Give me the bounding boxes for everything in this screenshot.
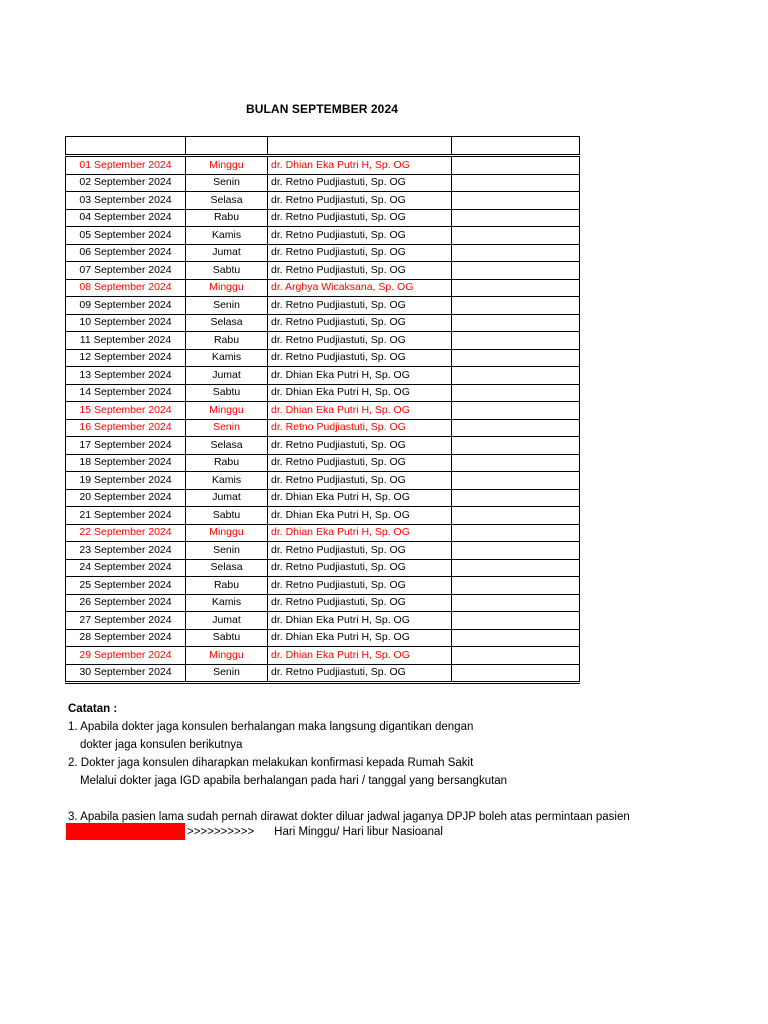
table-row (66, 244, 580, 262)
extra-cell (452, 262, 580, 280)
day-cell: Jumat (186, 612, 268, 630)
doctor-cell: dr. Dhian Eka Putri H, Sp. OG (268, 629, 452, 647)
doctor-cell: dr. Retno Pudjiastuti, Sp. OG (268, 174, 452, 192)
doctor-cell: dr. Dhian Eka Putri H, Sp. OG (268, 524, 452, 542)
day-cell: Minggu (186, 279, 268, 297)
date-cell: 16 September 2024 (66, 419, 186, 437)
table-row (66, 437, 580, 455)
extra-cell (452, 524, 580, 542)
extra-cell (452, 454, 580, 472)
doctor-cell: dr. Dhian Eka Putri H, Sp. OG (268, 367, 452, 385)
date-cell: 04 September 2024 (66, 209, 186, 227)
extra-cell (452, 367, 580, 385)
doctor-cell: dr. Dhian Eka Putri H, Sp. OG (268, 507, 452, 525)
holiday-color-swatch (66, 823, 185, 840)
date-cell: 25 September 2024 (66, 577, 186, 595)
day-cell: Minggu (186, 402, 268, 420)
table-row (66, 559, 580, 577)
doctor-cell: dr. Retno Pudjiastuti, Sp. OG (268, 332, 452, 350)
doctor-cell: dr. Arghya Wicaksana, Sp. OG (268, 279, 452, 297)
doctor-cell: dr. Retno Pudjiastuti, Sp. OG (268, 472, 452, 490)
table-row (66, 174, 580, 192)
date-cell: 28 September 2024 (66, 629, 186, 647)
day-cell: Jumat (186, 367, 268, 385)
header-cell-extra (452, 137, 580, 156)
notes-section (68, 700, 630, 826)
extra-cell (452, 437, 580, 455)
date-cell: 13 September 2024 (66, 367, 186, 385)
note-3: 3. Apabila pasien lama sudah pernah dirawat dokter diluar jadwal jaganya DPJP boleh atas permintaan pasien (68, 811, 630, 823)
table-row (66, 192, 580, 210)
extra-cell (452, 384, 580, 402)
date-cell: 08 September 2024 (66, 279, 186, 297)
extra-cell (452, 664, 580, 683)
extra-cell (452, 314, 580, 332)
date-cell: 26 September 2024 (66, 594, 186, 612)
table-row (66, 332, 580, 350)
date-cell: 02 September 2024 (66, 174, 186, 192)
table-row (66, 209, 580, 227)
table-row (66, 629, 580, 647)
day-cell: Senin (186, 664, 268, 683)
date-cell: 18 September 2024 (66, 454, 186, 472)
doctor-cell: dr. Retno Pudjiastuti, Sp. OG (268, 262, 452, 280)
doctor-cell: dr. Dhian Eka Putri H, Sp. OG (268, 402, 452, 420)
note-spacer (68, 790, 630, 808)
table-row (66, 454, 580, 472)
day-cell: Selasa (186, 437, 268, 455)
extra-cell (452, 297, 580, 315)
date-cell: 19 September 2024 (66, 472, 186, 490)
table-row (66, 507, 580, 525)
day-cell: Minggu (186, 524, 268, 542)
day-cell: Kamis (186, 349, 268, 367)
extra-cell (452, 192, 580, 210)
table-row (66, 594, 580, 612)
extra-cell (452, 629, 580, 647)
doctor-cell: dr. Dhian Eka Putri H, Sp. OG (268, 156, 452, 175)
table-row (66, 524, 580, 542)
doctor-cell: dr. Retno Pudjiastuti, Sp. OG (268, 559, 452, 577)
table-row (66, 647, 580, 665)
note-1-cont: dokter jaga konsulen berikutnya (80, 739, 243, 751)
extra-cell (452, 559, 580, 577)
table-row (66, 472, 580, 490)
day-cell: Rabu (186, 577, 268, 595)
doctor-cell: dr. Retno Pudjiastuti, Sp. OG (268, 542, 452, 560)
day-cell: Senin (186, 419, 268, 437)
day-cell: Sabtu (186, 629, 268, 647)
extra-cell (452, 174, 580, 192)
doctor-cell: dr. Retno Pudjiastuti, Sp. OG (268, 314, 452, 332)
date-cell: 06 September 2024 (66, 244, 186, 262)
extra-cell (452, 402, 580, 420)
table-row (66, 297, 580, 315)
table-row (66, 314, 580, 332)
day-cell: Jumat (186, 489, 268, 507)
date-cell: 20 September 2024 (66, 489, 186, 507)
header-cell-date (66, 137, 186, 156)
day-cell: Selasa (186, 314, 268, 332)
table-row (66, 279, 580, 297)
extra-cell (452, 612, 580, 630)
date-cell: 24 September 2024 (66, 559, 186, 577)
doctor-cell: dr. Retno Pudjiastuti, Sp. OG (268, 437, 452, 455)
extra-cell (452, 332, 580, 350)
legend-arrows: >>>>>>>>>> (187, 825, 255, 838)
table-row (66, 227, 580, 245)
table-row (66, 419, 580, 437)
table-row (66, 402, 580, 420)
table-row (66, 262, 580, 280)
doctor-cell: dr. Retno Pudjiastuti, Sp. OG (268, 192, 452, 210)
extra-cell (452, 419, 580, 437)
extra-cell (452, 647, 580, 665)
day-cell: Selasa (186, 559, 268, 577)
table-row (66, 349, 580, 367)
table-row (66, 577, 580, 595)
table-row (66, 612, 580, 630)
header-cell-day (186, 137, 268, 156)
note-2: 2. Dokter jaga konsulen diharapkan melakukan konfirmasi kepada Rumah Sakit (68, 757, 474, 769)
day-cell: Kamis (186, 227, 268, 245)
extra-cell (452, 594, 580, 612)
day-cell: Selasa (186, 192, 268, 210)
holiday-legend (66, 823, 443, 840)
extra-cell (452, 244, 580, 262)
table-row (66, 367, 580, 385)
day-cell: Senin (186, 174, 268, 192)
extra-cell (452, 507, 580, 525)
day-cell: Jumat (186, 244, 268, 262)
doctor-cell: dr. Retno Pudjiastuti, Sp. OG (268, 244, 452, 262)
extra-cell (452, 156, 580, 175)
day-cell: Rabu (186, 332, 268, 350)
extra-cell (452, 472, 580, 490)
doctor-cell: dr. Dhian Eka Putri H, Sp. OG (268, 489, 452, 507)
doctor-cell: dr. Dhian Eka Putri H, Sp. OG (268, 384, 452, 402)
header-row (66, 137, 580, 156)
table-row (66, 542, 580, 560)
day-cell: Senin (186, 542, 268, 560)
doctor-cell: dr. Retno Pudjiastuti, Sp. OG (268, 349, 452, 367)
date-cell: 27 September 2024 (66, 612, 186, 630)
table-row (66, 489, 580, 507)
extra-cell (452, 227, 580, 245)
extra-cell (452, 279, 580, 297)
doctor-cell: dr. Retno Pudjiastuti, Sp. OG (268, 419, 452, 437)
day-cell: Sabtu (186, 507, 268, 525)
day-cell: Sabtu (186, 262, 268, 280)
date-cell: 11 September 2024 (66, 332, 186, 350)
doctor-cell: dr. Retno Pudjiastuti, Sp. OG (268, 454, 452, 472)
notes-heading: Catatan : (68, 703, 118, 715)
doctor-cell: dr. Retno Pudjiastuti, Sp. OG (268, 209, 452, 227)
date-cell: 30 September 2024 (66, 664, 186, 683)
header-cell-doctor (268, 137, 452, 156)
doctor-cell: dr. Retno Pudjiastuti, Sp. OG (268, 577, 452, 595)
date-cell: 12 September 2024 (66, 349, 186, 367)
day-cell: Minggu (186, 156, 268, 175)
note-2-cont: Melalui dokter jaga IGD apabila berhalangan pada hari / tanggal yang bersangkutan (80, 775, 508, 787)
day-cell: Minggu (186, 647, 268, 665)
date-cell: 10 September 2024 (66, 314, 186, 332)
date-cell: 07 September 2024 (66, 262, 186, 280)
doctor-cell: dr. Dhian Eka Putri H, Sp. OG (268, 647, 452, 665)
day-cell: Kamis (186, 594, 268, 612)
note-1: 1. Apabila dokter jaga konsulen berhalangan maka langsung digantikan dengan (68, 721, 474, 733)
day-cell: Senin (186, 297, 268, 315)
extra-cell (452, 542, 580, 560)
doctor-cell: dr. Retno Pudjiastuti, Sp. OG (268, 664, 452, 683)
day-cell: Rabu (186, 209, 268, 227)
page-title: BULAN SEPTEMBER 2024 (245, 102, 399, 116)
table-row (66, 156, 580, 175)
day-cell: Rabu (186, 454, 268, 472)
extra-cell (452, 577, 580, 595)
date-cell: 21 September 2024 (66, 507, 186, 525)
date-cell: 17 September 2024 (66, 437, 186, 455)
date-cell: 22 September 2024 (66, 524, 186, 542)
date-cell: 09 September 2024 (66, 297, 186, 315)
extra-cell (452, 209, 580, 227)
doctor-cell: dr. Retno Pudjiastuti, Sp. OG (268, 594, 452, 612)
date-cell: 01 September 2024 (66, 156, 186, 175)
extra-cell (452, 349, 580, 367)
day-cell: Sabtu (186, 384, 268, 402)
doctor-cell: dr. Dhian Eka Putri H, Sp. OG (268, 612, 452, 630)
date-cell: 23 September 2024 (66, 542, 186, 560)
legend-label: Hari Minggu/ Hari libur Nasioanal (274, 825, 443, 838)
date-cell: 29 September 2024 (66, 647, 186, 665)
table-row (66, 384, 580, 402)
date-cell: 14 September 2024 (66, 384, 186, 402)
date-cell: 03 September 2024 (66, 192, 186, 210)
extra-cell (452, 489, 580, 507)
table-row (66, 664, 580, 683)
date-cell: 05 September 2024 (66, 227, 186, 245)
schedule-table (65, 136, 580, 684)
date-cell: 15 September 2024 (66, 402, 186, 420)
doctor-cell: dr. Retno Pudjiastuti, Sp. OG (268, 297, 452, 315)
day-cell: Kamis (186, 472, 268, 490)
doctor-cell: dr. Retno Pudjiastuti, Sp. OG (268, 227, 452, 245)
